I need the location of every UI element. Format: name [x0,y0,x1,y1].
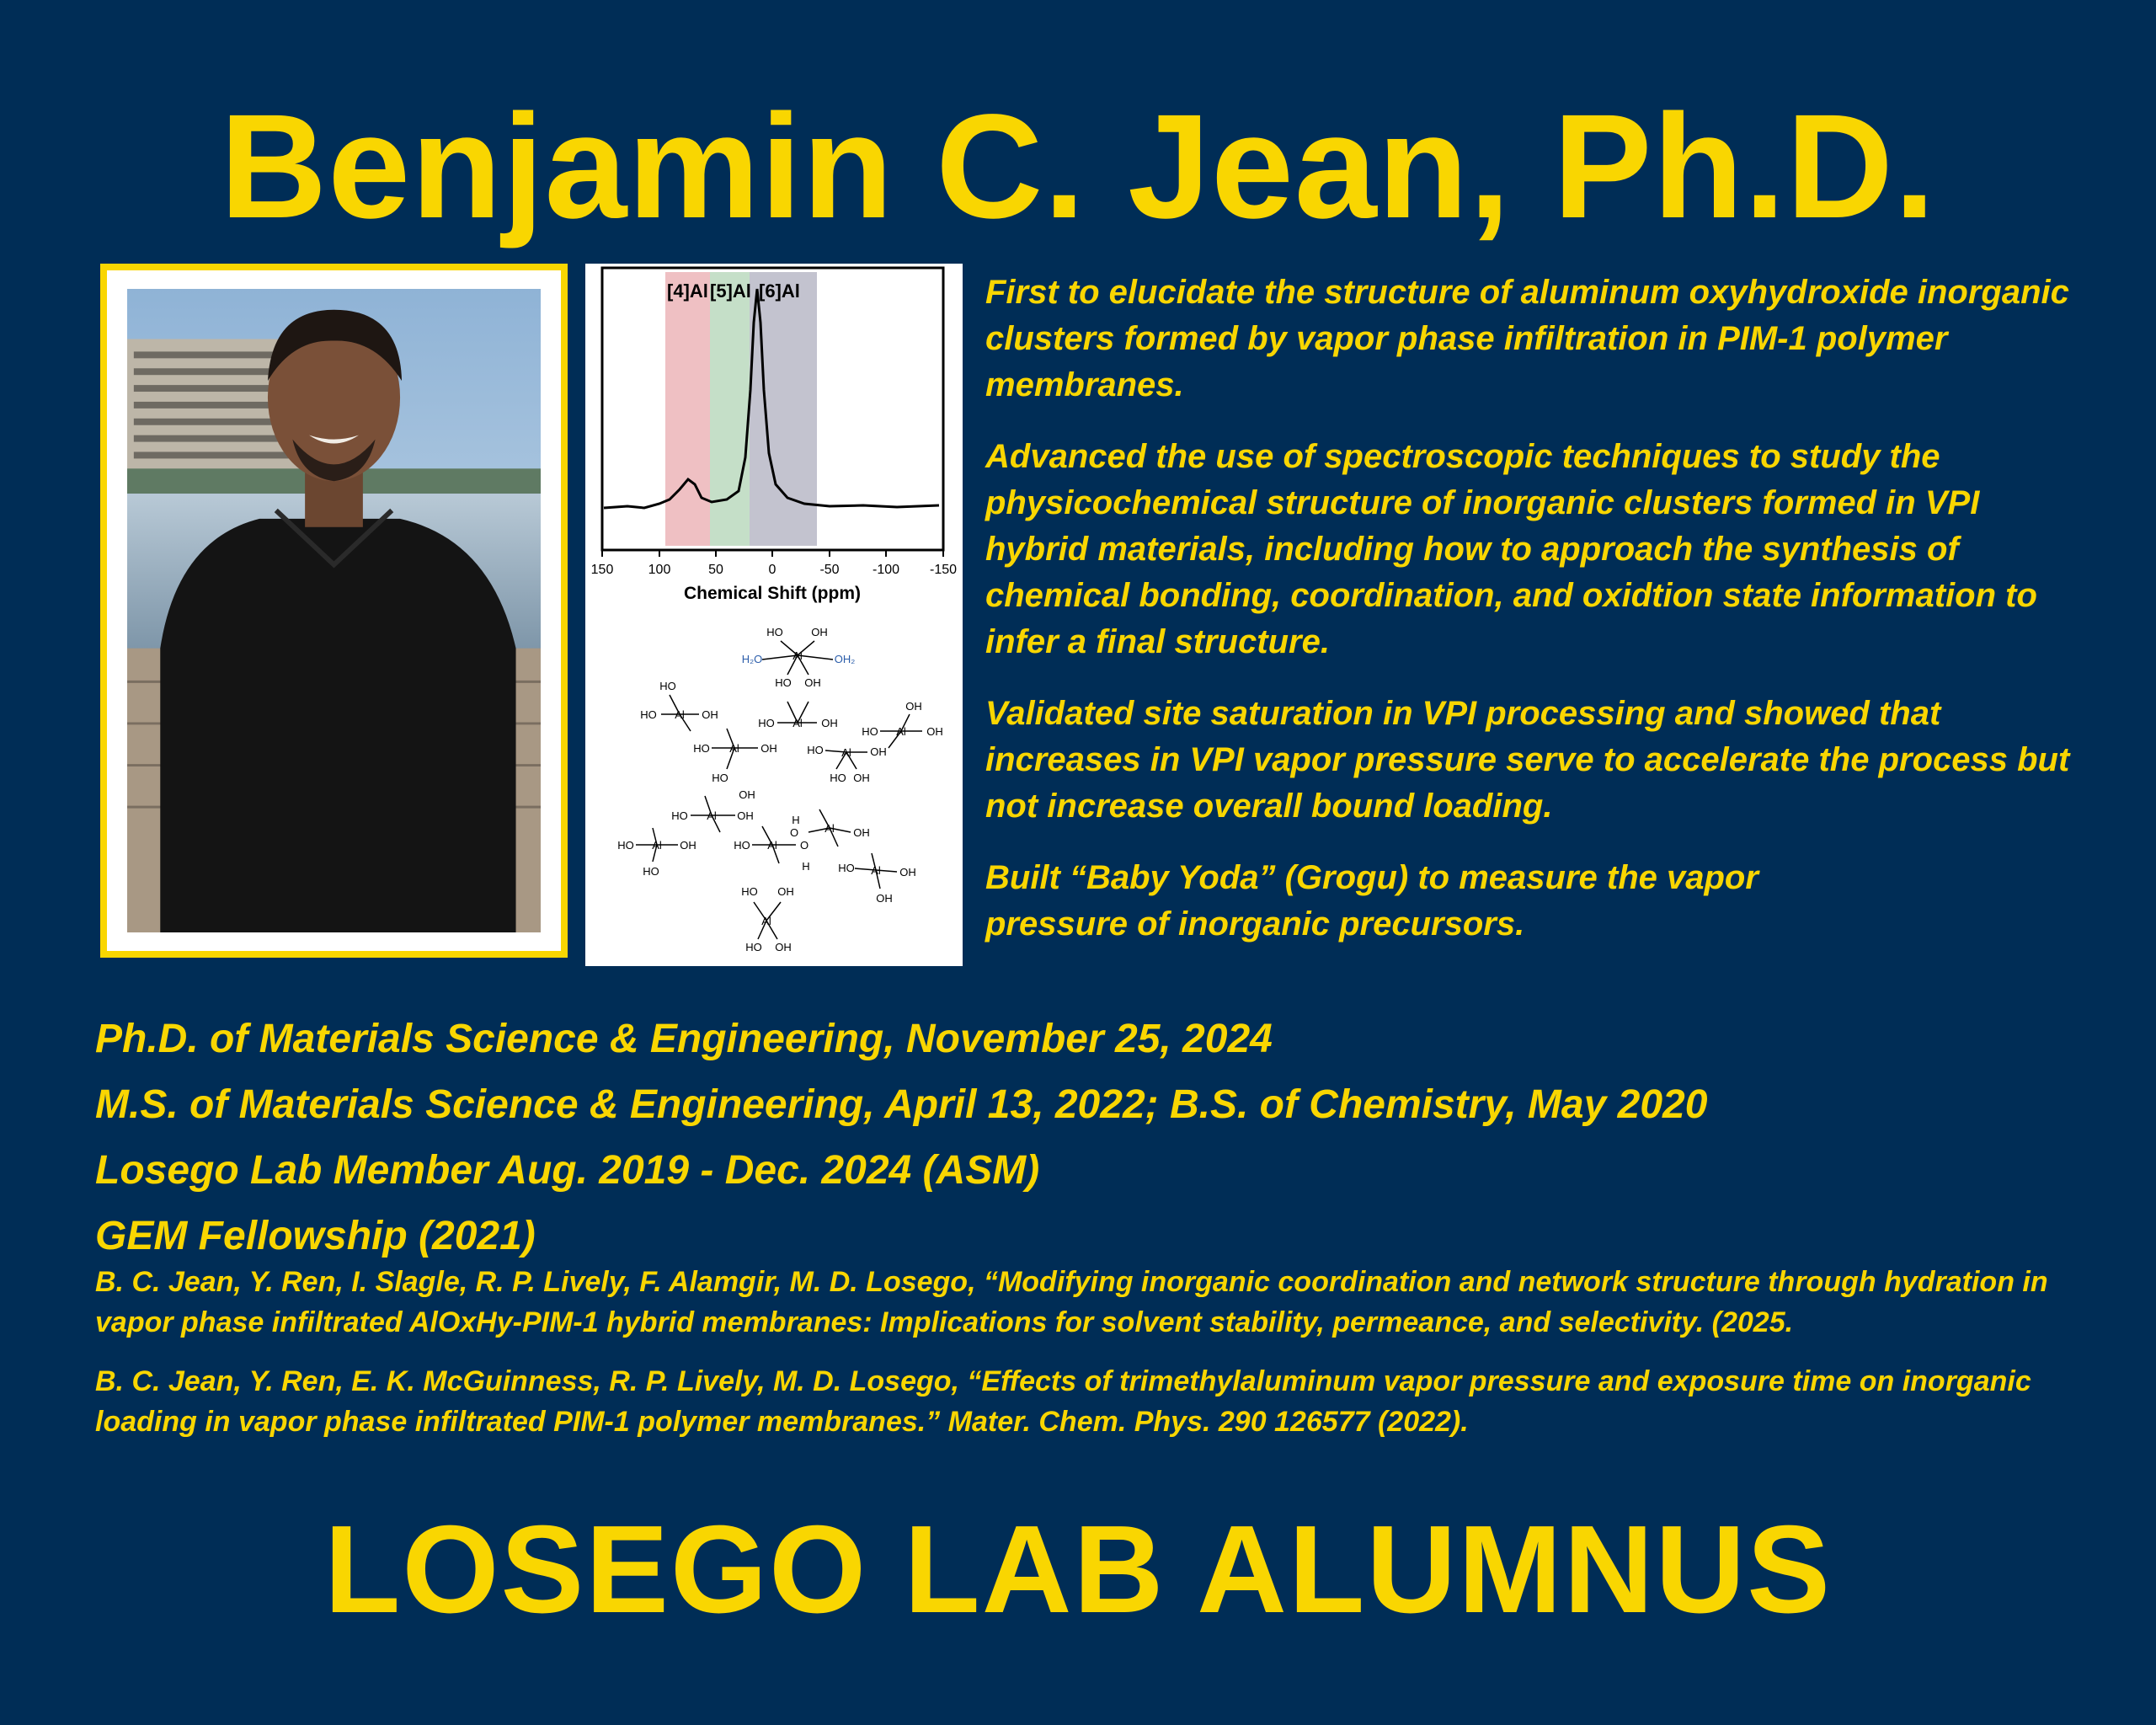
svg-text:Al: Al [871,864,881,877]
accomplishment-item: Advanced the use of spectroscopic techniques to study the physicochemical structure of inorganic clusters formed in VPI hybrid materials, including how to approach the synthesis of chemical bonding, coordination, and oxidtion state information to infer a final structure. [985,438,2037,660]
svg-text:Al: Al [792,649,803,662]
svg-text:OH: OH [777,885,794,898]
svg-text:OH: OH [737,809,754,822]
svg-text:OH: OH [775,941,792,953]
svg-text:OH: OH [739,788,755,801]
svg-text:O: O [799,839,809,852]
svg-text:OH: OH [905,700,922,713]
page-title: Benjamin C. Jean, Ph.D. [220,84,1936,249]
accomplishments-list [985,270,2072,973]
svg-text:H: H [792,814,800,826]
svg-text:Al: Al [896,725,906,738]
svg-text:OH: OH [876,892,893,905]
svg-text:Al: Al [761,915,771,927]
tick-label: -100 [872,563,900,577]
tick-label: 0 [768,563,776,577]
svg-text:HO: HO [643,865,659,878]
svg-text:HO: HO [741,885,758,898]
label-al6: [6]Al [759,280,800,302]
svg-text:HO: HO [766,626,783,638]
accomplishment-item: Built “Baby Yoda” (Grogu) to measure the vapor pressure of inorganic precursors. [985,859,1758,943]
tick-label: 150 [590,563,614,577]
svg-text:Al: Al [825,822,835,835]
footer-banner: LOSEGO LAB ALUMNUS [323,1500,1833,1639]
degrees-list [95,1007,2116,1269]
svg-text:Al: Al [792,717,803,729]
svg-text:H₂O: H₂O [741,653,763,665]
svg-text:HO: HO [640,708,657,721]
svg-text:Al: Al [675,708,685,721]
structure-labels [617,626,943,953]
svg-text:OH: OH [760,742,777,755]
svg-text:Al: Al [652,839,662,852]
svg-text:OH: OH [870,745,887,758]
svg-text:Al: Al [729,742,739,755]
svg-text:OH: OH [804,676,821,689]
svg-text:HO: HO [659,680,676,692]
svg-text:OH: OH [811,626,828,638]
svg-text:OH: OH [702,708,718,721]
degree-item: GEM Fellowship (2021) [95,1214,536,1258]
portrait-photo-frame [100,264,568,958]
portrait-illustration [127,289,541,932]
svg-text:OH: OH [853,772,870,784]
svg-text:Al: Al [841,746,851,759]
tick-label: -150 [929,563,958,577]
svg-text:OH: OH [899,866,916,879]
svg-text:OH₂: OH₂ [834,653,856,665]
axis-label: Chemical Shift (ppm) [683,584,862,603]
accomplishment-item: Validated site saturation in VPI processing and showed that increases in VPI vapor pressure serve to accelerate the process but not increase overall bound loading. [985,695,2070,825]
svg-text:O: O [789,826,799,839]
nmr-and-structure-figure [585,264,963,966]
svg-text:HO: HO [830,772,846,784]
band-5-coordinate [710,272,750,546]
tick-label: 100 [648,563,671,577]
tick-label: 50 [708,563,723,577]
accomplishment-item: First to elucidate the structure of aluminum oxyhydroxide inorganic clusters formed by vapor phase infiltration in PIM-1 polymer membranes. [985,274,2069,403]
svg-text:HO: HO [734,839,750,852]
degree-item: Losego Lab Member Aug. 2019 - Dec. 2024 (ASM) [95,1148,1040,1193]
portrait-photo [107,270,561,951]
svg-text:OH: OH [853,826,870,839]
nmr-figure-panel [585,264,963,966]
svg-text:H: H [802,860,810,873]
svg-text:HO: HO [862,725,878,738]
svg-text:OH: OH [926,725,943,738]
svg-text:HO: HO [838,862,855,874]
svg-text:OH: OH [680,839,696,852]
svg-text:HO: HO [745,941,762,953]
svg-text:HO: HO [807,744,824,756]
tick-label: -50 [819,563,840,577]
svg-text:HO: HO [775,676,792,689]
svg-text:HO: HO [712,772,728,784]
publications-list [95,1262,2116,1461]
svg-text:HO: HO [671,809,688,822]
publication-item: B. C. Jean, Y. Ren, I. Slagle, R. P. Lively, F. Alamgir, M. D. Losego, “Modifying inorganic coordination and network structure through hydration in vapor phase infiltrated AlOxHy-PIM-1 hybrid membranes: Implications for solvent stability, permeance, and selectivity. (2025. [95,1266,2048,1338]
degree-item: Ph.D. of Materials Science & Engineering, November 25, 2024 [95,1017,1273,1061]
svg-text:HO: HO [758,717,775,729]
svg-text:HO: HO [617,839,634,852]
band-4-coordinate [665,272,710,546]
label-al5: [5]Al [710,280,751,302]
label-al4: [4]Al [667,280,708,302]
svg-text:Al: Al [767,839,777,852]
degree-item: M.S. of Materials Science & Engineering, April 13, 2022; B.S. of Chemistry, May 2020 [95,1082,1708,1127]
svg-text:Al: Al [707,809,717,822]
svg-text:OH: OH [821,717,838,729]
publication-item: B. C. Jean, Y. Ren, E. K. McGuinness, R. P. Lively, M. D. Losego, “Effects of trimethylaluminum vapor pressure and exposure time on inorganic loading in vapor phase infiltrated PIM-1 polymer membranes.” Mater. Chem. Phys. 290 126577 (2022). [95,1365,2031,1438]
svg-text:HO: HO [693,742,710,755]
